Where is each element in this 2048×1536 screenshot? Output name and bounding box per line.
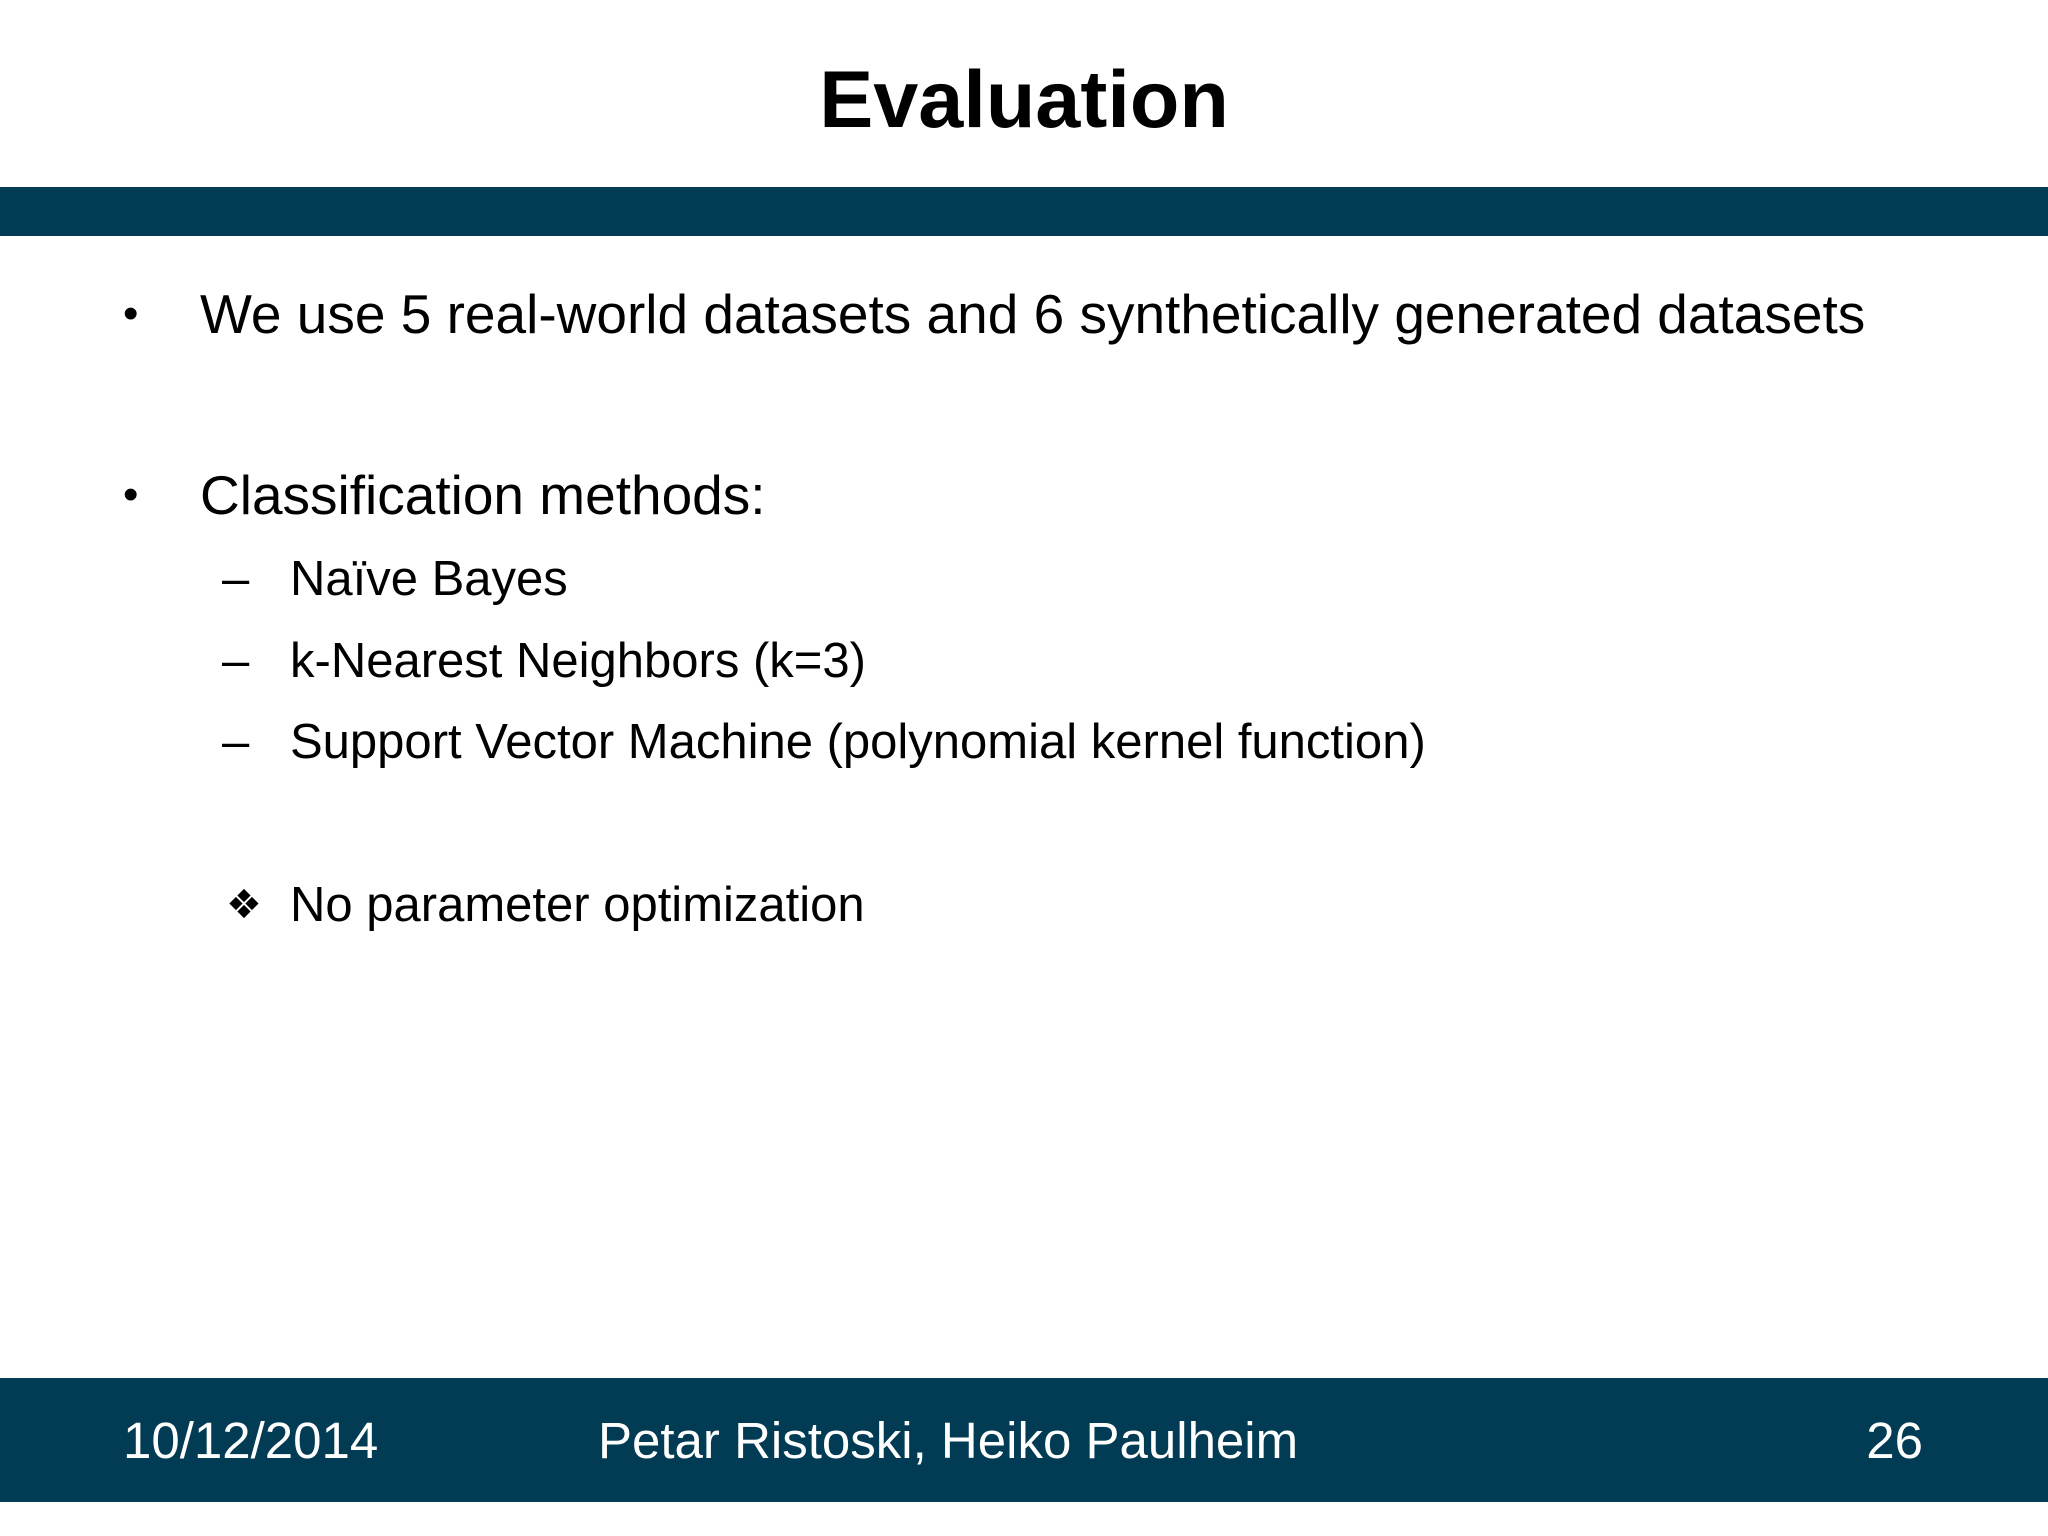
sub-item-svm xyxy=(0,713,2048,771)
footer-date: 10/12/2014 xyxy=(123,1412,379,1469)
note-text: No parameter optimization xyxy=(290,878,865,932)
sub-item-text: k-Nearest Neighbors (k=3) xyxy=(290,634,866,688)
note-no-parameter-optimization xyxy=(0,876,2048,934)
sub-item-text: Support Vector Machine (polynomial kernel function) xyxy=(290,715,1426,769)
bullet-text: We use 5 real-world datasets and 6 synthetically generated datasets xyxy=(200,283,1866,345)
diamond-bullet-icon: ❖ xyxy=(226,883,262,927)
bullet-marker: • xyxy=(123,289,139,338)
sub-item-knn xyxy=(0,632,2048,690)
title-divider-bar xyxy=(0,187,2048,236)
footer-authors: Petar Ristoski, Heiko Paulheim xyxy=(598,1412,1299,1469)
bullet-datasets xyxy=(0,282,2048,346)
bullet-classification-methods xyxy=(0,463,2048,527)
bullet-text: Classification methods: xyxy=(200,464,766,526)
dash-marker: – xyxy=(222,634,250,688)
footer-page-number: 26 xyxy=(1866,1412,1923,1469)
dash-marker: – xyxy=(222,552,250,606)
sub-item-naive-bayes xyxy=(0,550,2048,608)
slide-title: Evaluation xyxy=(819,55,1229,145)
dash-marker: – xyxy=(222,715,250,769)
footer-bar xyxy=(0,1378,2048,1502)
sub-item-text: Naïve Bayes xyxy=(290,552,568,606)
bullet-marker: • xyxy=(123,470,139,519)
